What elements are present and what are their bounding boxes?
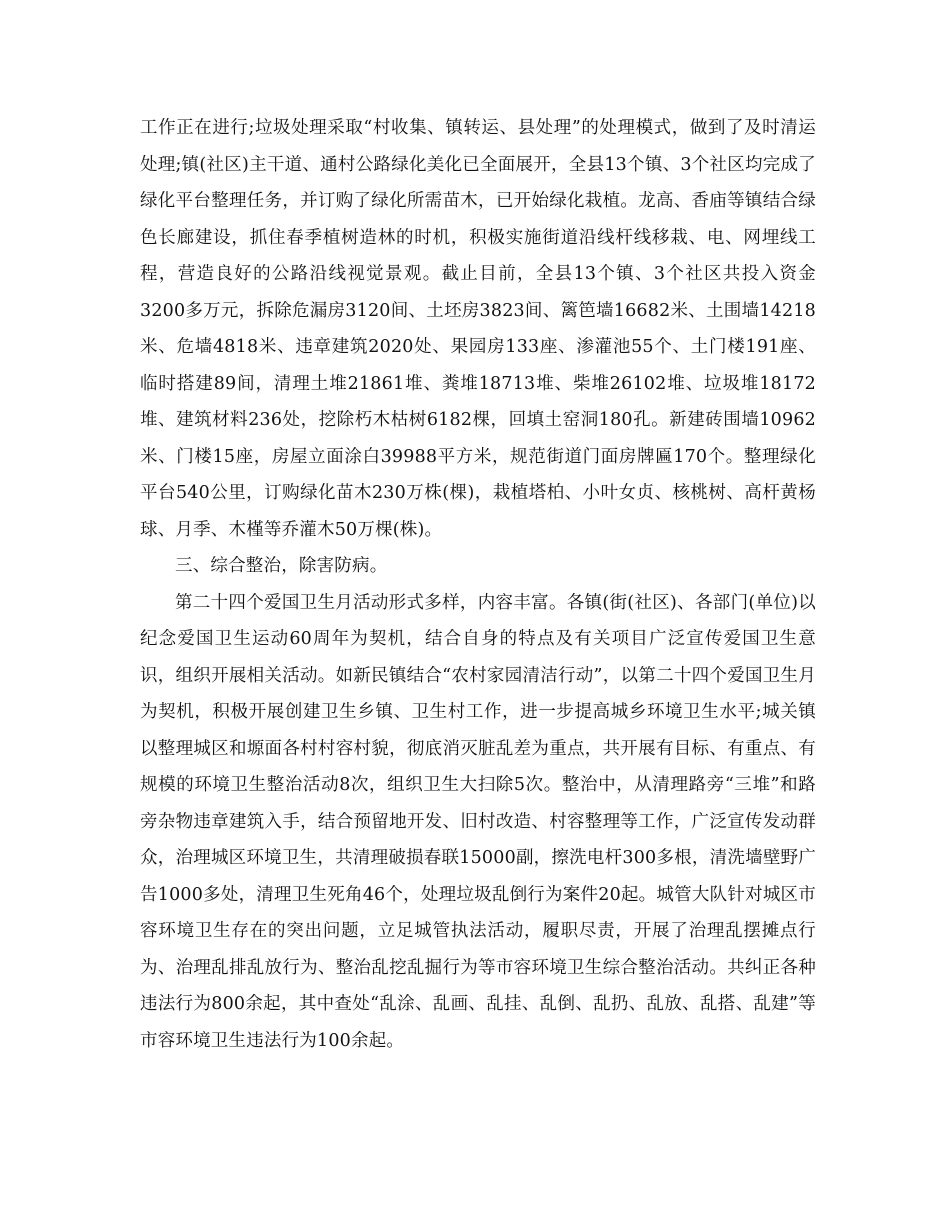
paragraph-statistics: 工作正在进行;垃圾处理采取“村收集、镇转运、县处理”的处理模式，做到了及时清运处理;镇(社区)主干道、通村公路绿化美化已全面展开，全县13个镇、3个社区均完成了绿化平台整理任务，并订购了绿化所需苗木，已开始绿化栽植。龙高、香庙等镇结合绿色长廊建设，抓住春季植树造林的时机，积极实施街道沿线杆线移栽、电、网埋线工程，营造良好的公路沿线视觉景观。截止目前，全县13个镇、3个社区共投入资金3200多万元，拆除危漏房3120间、土坯房3823间、篱笆墙16682米、土围墙14218米、危墙4818米、违章建筑2020处、果园房133座、渗灌池55个、土门楼191座、临时搭建89间，清理土堆21861堆、粪堆18713堆、柴堆26102堆、垃圾堆18172堆、建筑材料236处，挖除朽木枯树6182棵，回填土窑洞180孔。新建砖围墙10962米、门楼15座，房屋立面涂白39988平方米，规范街道门面房牌匾170个。整理绿化平台540公里，订购绿化苗木230万株(棵)，栽植塔柏、小叶女贞、核桃树、高杆黄杨球、月季、木槿等乔灌木50万棵(株)。 [140, 118, 816, 540]
document-body [140, 110, 816, 1059]
paragraph-health-month: 第二十四个爱国卫生月活动形式多样，内容丰富。各镇(街(社区)、各部门(单位)以纪念爱国卫生运动60周年为契机，结合自身的特点及有关项目广泛宣传爱国卫生意识，组织开展相关活动。如新民镇结合“农村家园清洁行动”，以第二十四个爱国卫生月为契机，积极开展创建卫生乡镇、卫生村工作，进一步提高城乡环境卫生水平;城关镇以整理城区和塬面各村村容村貌，彻底消灭脏乱差为重点，共开展有目标、有重点、有规模的环境卫生整治活动8次，组织卫生大扫除5次。整治中，从清理路旁“三堆”和路旁杂物违章建筑入手，结合预留地开发、旧村改造、村容整理等工作，广泛宣传发动群众，治理城区环境卫生，共清理破损春联15000副，擦洗电杆300多根，清洗墙壁野广告1000多处，清理卫生死角46个，处理垃圾乱倒行为案件20起。城管大队针对城区市容环境卫生存在的突出问题，立足城管执法活动，履职尽责，开展了治理乱摆摊点行为、治理乱排乱放行为、整治乱挖乱掘行为等市容环境卫生综合整治活动。共纠正各种违法行为800余起，其中查处“乱涂、乱画、乱挂、乱倒、乱扔、乱放、乱搭、乱建”等市容环境卫生违法行为100余起。 [140, 592, 816, 1051]
section-heading-3: 三、综合整治，除害防病。 [175, 556, 388, 576]
